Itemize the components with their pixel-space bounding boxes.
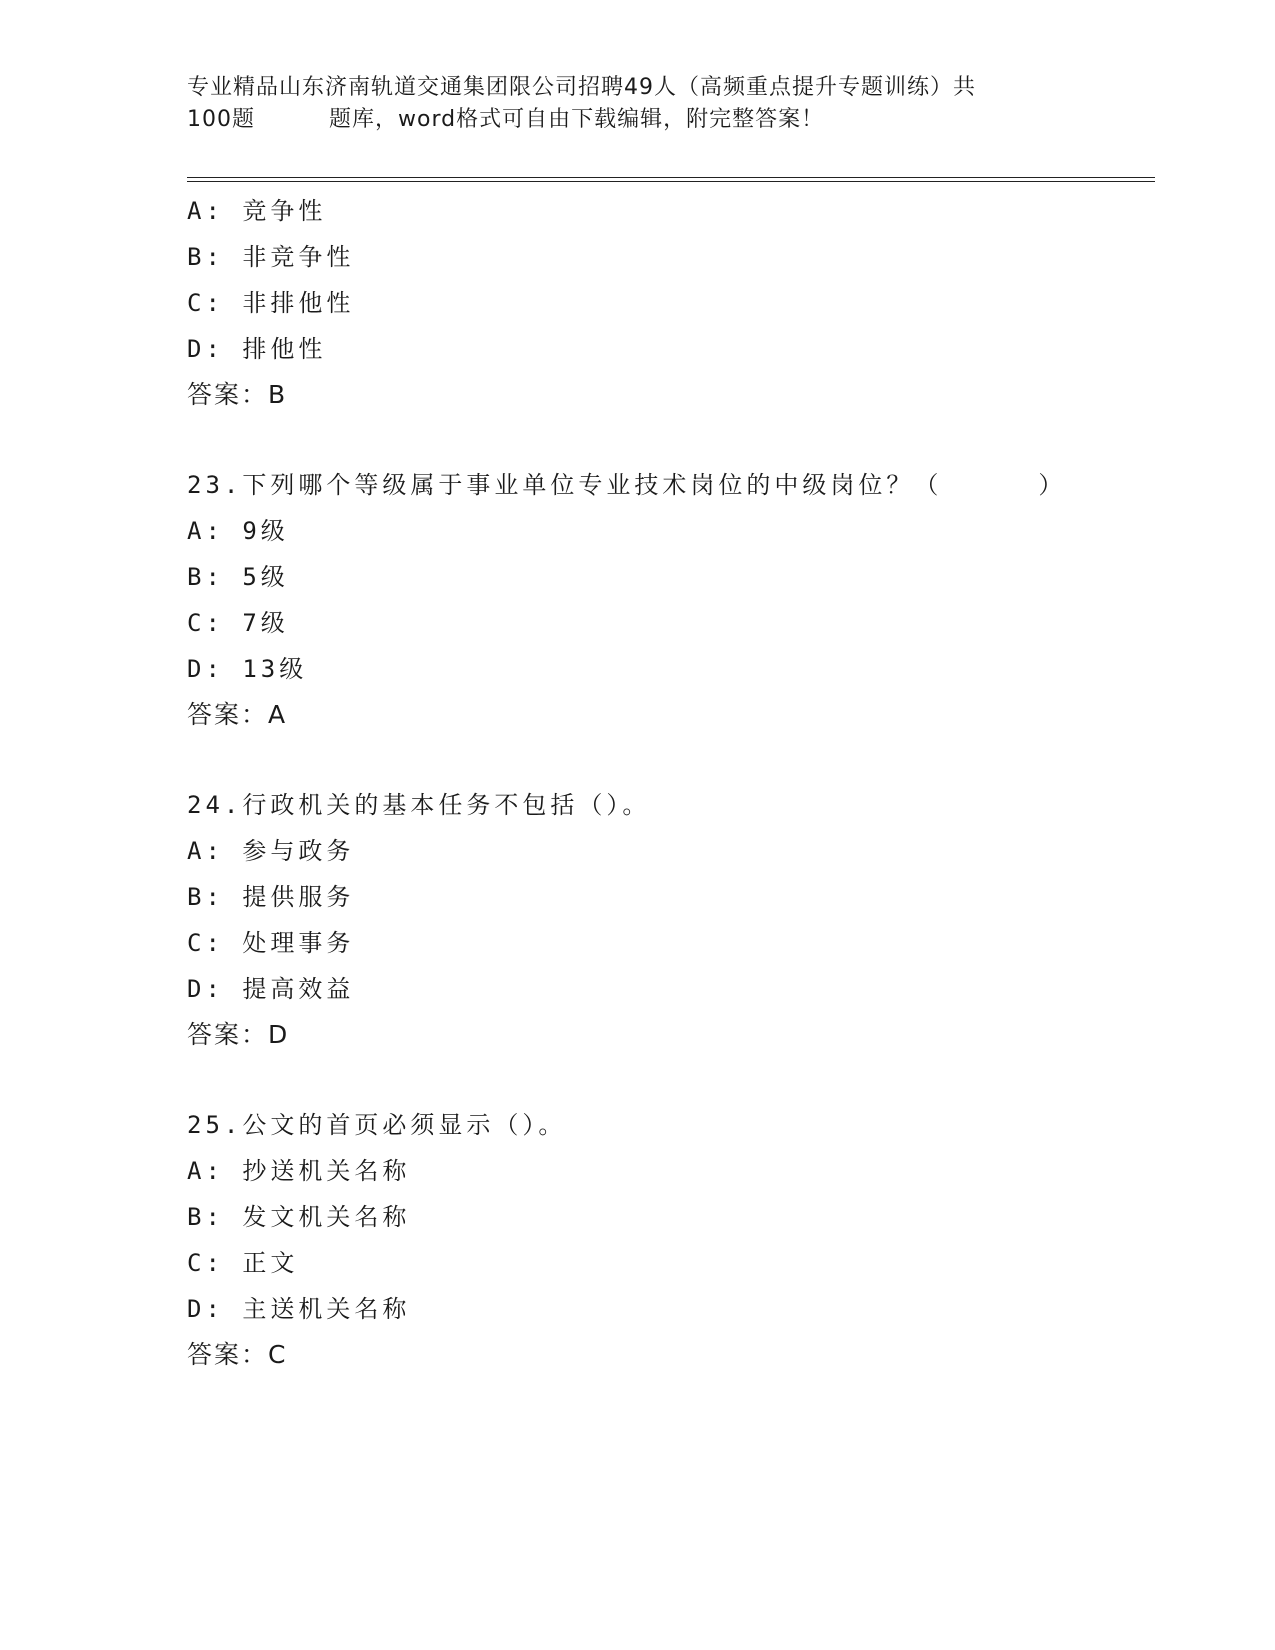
answer: 答案：C [187,1340,288,1369]
question-text-suffix: ） [1038,471,1067,499]
option-a: A: 竞争性 [187,197,327,225]
option-c: C: 正文 [187,1249,299,1277]
question-block-23 [187,462,1147,738]
answer: 答案：A [187,700,288,729]
option-c: C: 处理事务 [187,929,355,957]
question-text [187,462,1147,508]
option-d: D: 主送机关名称 [187,1295,411,1323]
option-c: C: 非排他性 [187,289,355,317]
option-d: D: 提高效益 [187,975,355,1003]
option-b: B: 非竞争性 [187,243,355,271]
header-divider [187,177,1155,182]
option-c: C: 7级 [187,609,289,637]
option-b: B: 提供服务 [187,883,355,911]
option-d: D: 排他性 [187,335,327,363]
question-text: 25.公文的首页必须显示（）。 [187,1111,567,1139]
header-question-count: 100题 [187,107,255,132]
question-block-22 [187,188,1147,418]
header-line-1: 专业精品山东济南轨道交通集团限公司招聘49人（高频重点提升专题训练）共 [187,75,976,100]
option-a: A: 抄送机关名称 [187,1157,411,1185]
header-line-2 [187,104,1147,136]
answer: 答案：B [187,380,288,409]
answer: 答案：D [187,1020,290,1049]
option-b: B: 发文机关名称 [187,1203,411,1231]
question-block-25 [187,1102,1147,1378]
option-a: A: 参与政务 [187,837,355,865]
question-block-24 [187,782,1147,1058]
page-header [187,72,1147,136]
option-d: D: 13级 [187,655,308,683]
question-list [187,188,1147,1378]
question-text: 24.行政机关的基本任务不包括（）。 [187,791,651,819]
option-a: A: 9级 [187,517,289,545]
question-text-prefix: 23.下列哪个等级属于事业单位专业技术岗位的中级岗位？（ [187,471,943,499]
option-b: B: 5级 [187,563,289,591]
header-description: 题库，word格式可自由下载编辑，附完整答案！ [329,107,825,132]
